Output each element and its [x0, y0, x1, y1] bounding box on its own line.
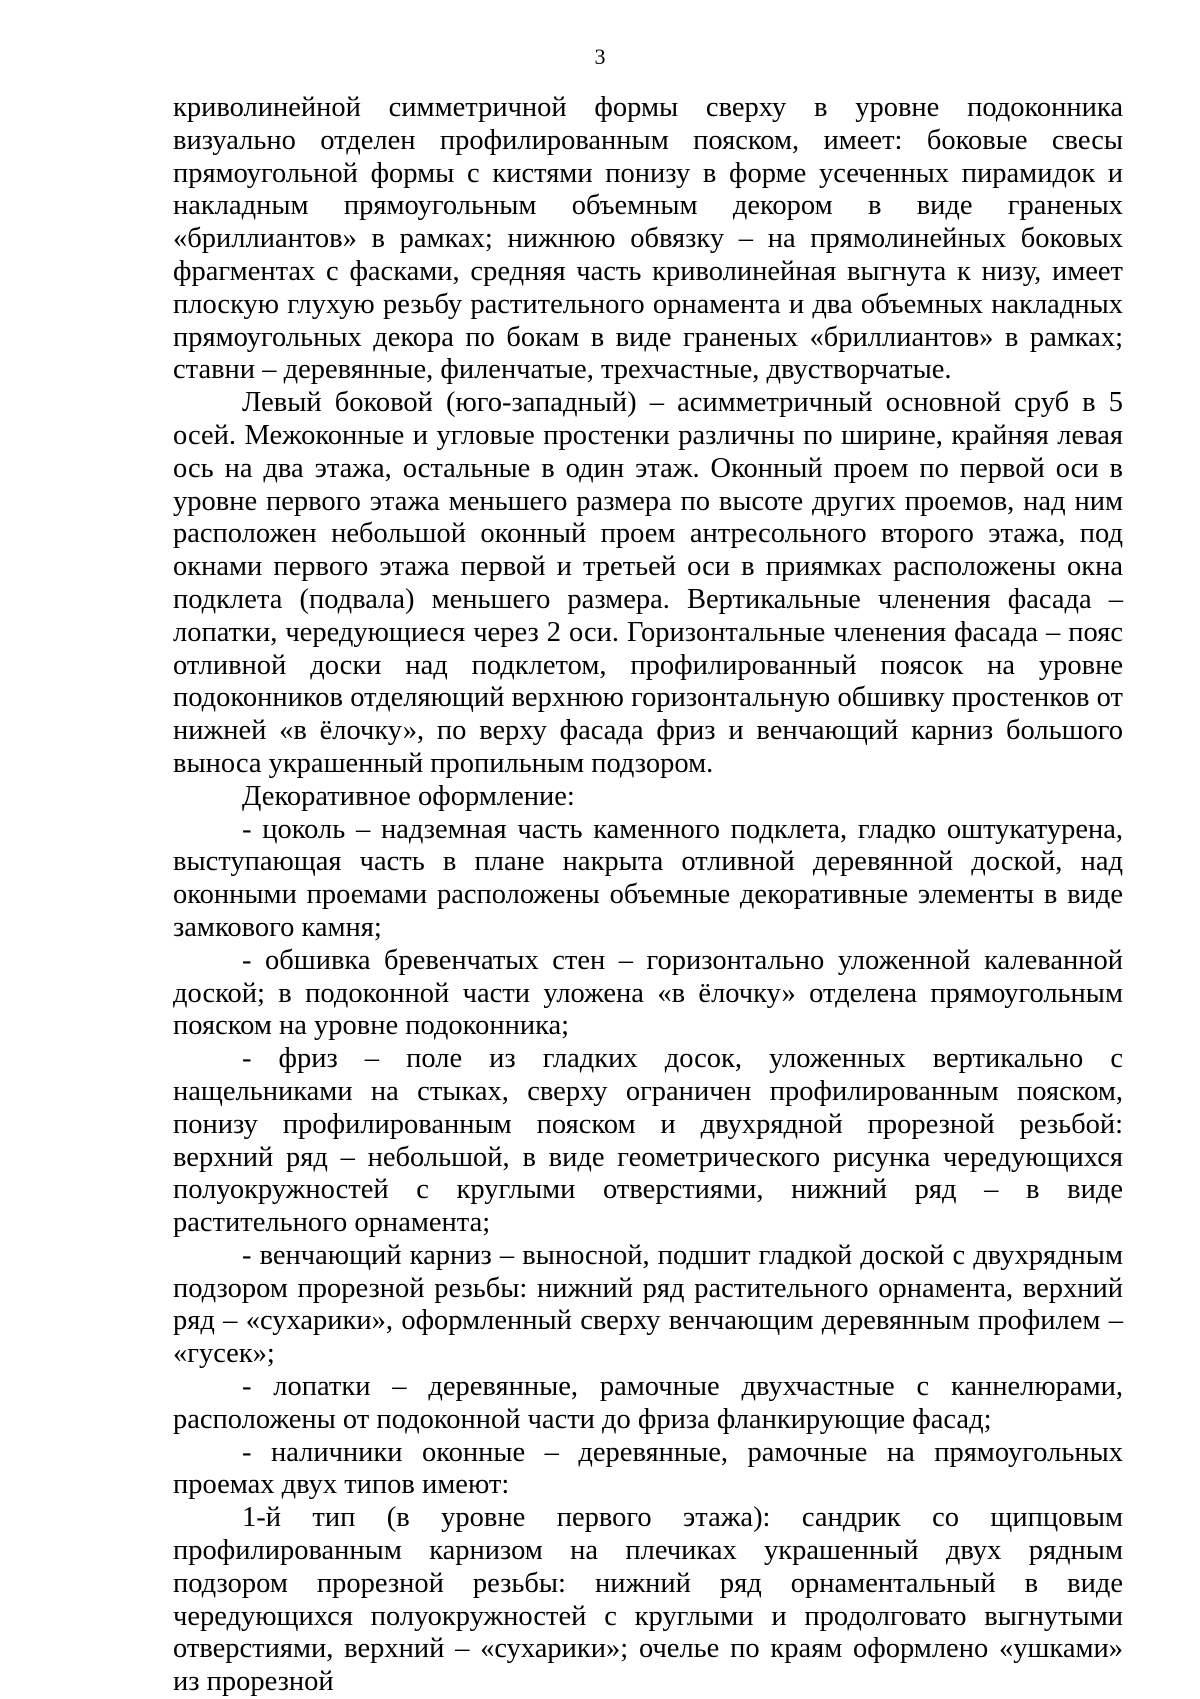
list-item-karniz: - венчающий карниз – выносной, подшит гладкой доской с двухрядным подзором прорезной резьбы: нижний ряд растительного орнамента, верхний ряд – «сухарики», оформленный сверху венчающим деревянным профилем – «гусек»; — [173, 1239, 1123, 1370]
list-item-tsokol: - цоколь – надземная часть каменного подклета, гладко оштукатурена, выступающая часть в плане накрыта отливной деревянной доской, над оконными проемами расположены объемные декоративные элементы в виде замкового камня; — [173, 813, 1123, 943]
list-item-friz: - фриз – поле из гладких досок, уложенных вертикально с нащельниками на стыках, сверху ограничен профилированным пояском, понизу профилированным пояском и двухрядной прорезной резьбой: верхний ряд – небольшой, в виде геометрического рисунка чередующихся полуокружностей с круглыми отверстиями, нижний ряд – в виде растительного орнамента; — [173, 1043, 1123, 1239]
list-item-obshivka: - обшивка бревенчатых стен – горизонтально уложенной калеванной доской; в подоконной части уложена «в ёлочку» отделена прямоугольным пояском на уровне подоконника; — [173, 944, 1123, 1042]
paragraph-nalichnik-continuation: криволинейной симметричной формы сверху в уровне подоконника визуально отделен профилированным пояском, имеет: боковые свесы прямоугольной формы с кистями понизу в форме усеченных пирамидок и накладным прямоугольным объемным декором в виде граненых «бриллиантов» в рамках; нижнюю обвязку – на прямолинейных боковых фрагментах с фасками, средняя часть криволинейная выгнута к низу, имеет плоскую глухую резьбу растительного орнамента и два объемных накладных прямоугольных декора по бокам в виде граненых «бриллиантов» в рамках; ставни – деревянные, филенчатые, трехчастные, двустворчатые. — [173, 92, 1123, 386]
paragraph-type-1: 1-й тип (в уровне первого этажа): сандрик со щипцовым профилированным карнизом на плечиках украшенный двух рядным подзором прорезной резьбы: нижний ряд орнаментальный в виде чередующихся полуокружностей с круглыми и продолговато выгнутыми отверстиями, верхний – «сухарики»; очелье по краям оформлено «ушками» из прорезной — [173, 1502, 1123, 1698]
list-item-nalichniki: - наличники оконные – деревянные, рамочные на прямоугольных проемах двух типов имеют: — [173, 1436, 1123, 1501]
document-body — [173, 92, 1123, 1699]
page-number: 3 — [594, 44, 606, 69]
list-item-lopatki: - лопатки – деревянные, рамочные двухчастные с каннелюрами, расположены от подоконной части до фриза фланкирующие фасад; — [173, 1371, 1123, 1435]
paragraph-decor-heading: Декоративное оформление: — [242, 780, 575, 812]
paragraph-left-facade: Левый боковой (юго-западный) – асимметричный основной сруб в 5 осей. Межоконные и угловые простенки различны по ширине, крайняя левая ось на два этажа, остальные в один этаж. Оконный проем по первой оси в уровне первого этажа меньшего размера по высоте других проемов, над ним расположен небольшой оконный проем антресольного второго этажа, под окнами первого этажа первой и третьей оси в приямках расположены окна подклета (подвала) меньшего размера. Вертикальные членения фасада – лопатки, чередующиеся через 2 оси. Горизонтальные членения фасада – пояс отливной доски над подклетом, профилированный поясок на уровне подоконников отделяющий верхнюю горизонтальную обшивку простенков от нижней «в ёлочку», по верху фасада фриз и венчающий карниз большого выноса украшенный пропильным подзором. — [173, 387, 1123, 779]
